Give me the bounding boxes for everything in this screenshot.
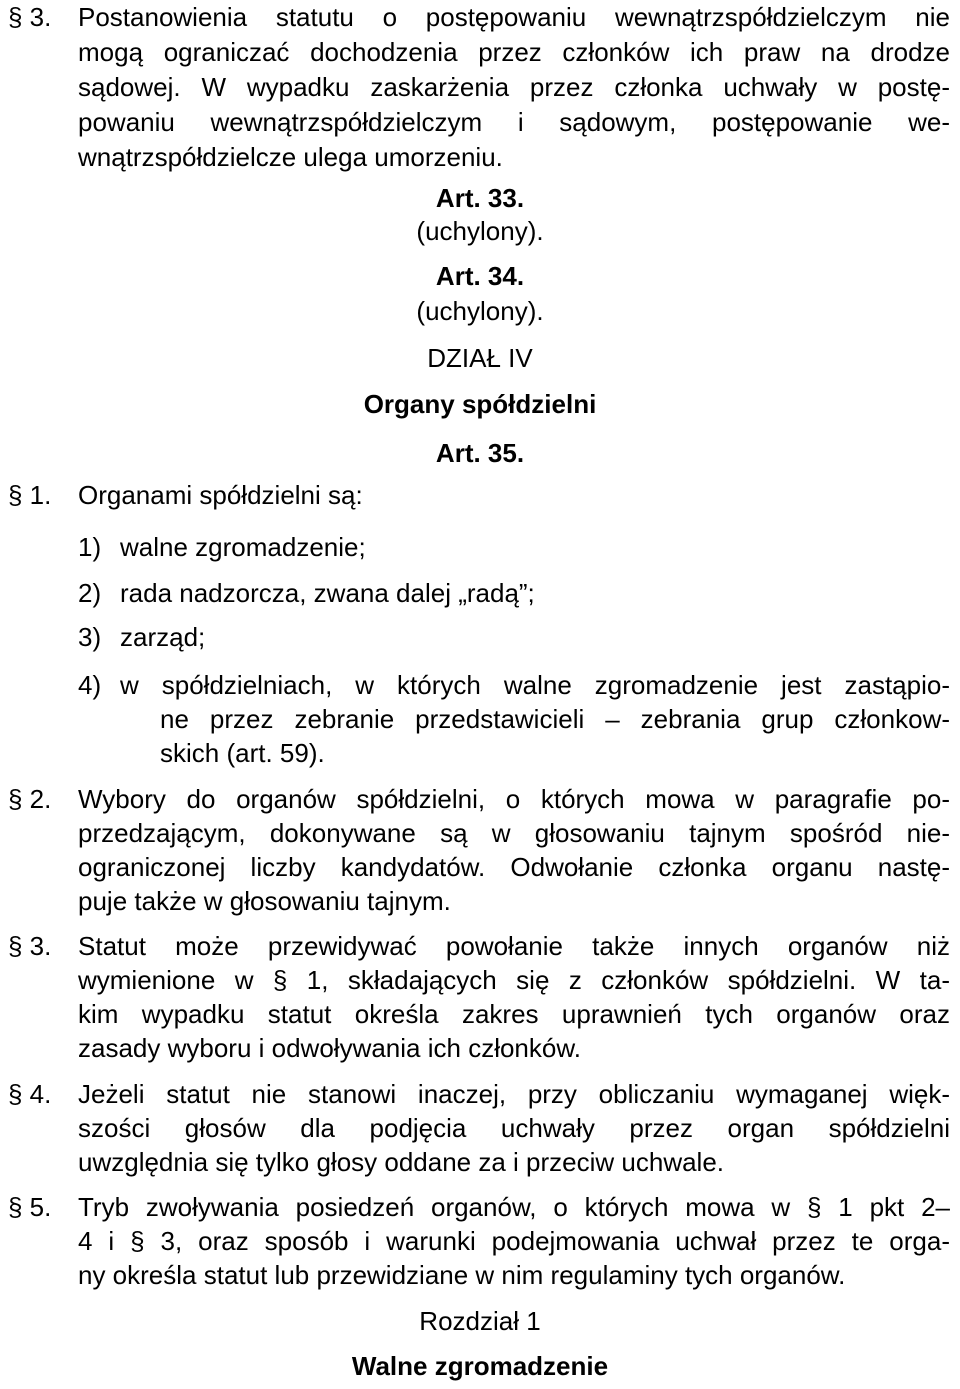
paragraph-line: Statut może przewidywać powołanie także innych organów niż [78, 931, 950, 961]
paragraph-line: puje także w głosowaniu tajnym. [78, 886, 451, 916]
paragraph-line: szości głosów dla podjęcia uchwały przez organ spółdzielni [78, 1113, 950, 1143]
paragraph-number: § 1. [8, 480, 52, 510]
list-item-number: 4) [78, 670, 102, 700]
article-note: (uchylony). [416, 216, 544, 246]
paragraph-line: kim wypadku statut określa zakres uprawnień tych organów oraz [78, 999, 950, 1029]
article-title: Art. 35. [435, 438, 525, 468]
paragraph-line: powaniu wewnątrzspółdzielczym i sądowym, postępowanie we- [78, 107, 950, 137]
paragraph-number: § 3. [8, 2, 52, 32]
chapter-label: Rozdział 1 [419, 1306, 541, 1336]
paragraph-line: zasady wyboru i odwoływania ich członków. [78, 1033, 581, 1063]
paragraph-line: Jeżeli statut nie stanowi inaczej, przy obliczaniu wymaganej więk- [78, 1079, 950, 1109]
paragraph-line: wnątrzspółdzielcze ulega umorzeniu. [78, 142, 503, 172]
article-note: (uchylony). [416, 296, 544, 326]
paragraph-line: przedzającym, dokonywane są w głosowaniu tajnym spośród nie- [78, 818, 950, 848]
division-title: Organy spółdzielni [363, 389, 597, 419]
list-item-number: 1) [78, 532, 102, 562]
paragraph-number: § 2. [8, 784, 52, 814]
paragraph-line: Postanowienia statutu o postępowaniu wewnątrzspółdzielczym nie [78, 2, 950, 32]
paragraph-line: wymienione w § 1, składających się z członków spółdzielni. W ta- [78, 965, 950, 995]
paragraph-line: Tryb zwoływania posiedzeń organów, o których mowa w § 1 pkt 2– [78, 1192, 950, 1222]
division-label: DZIAŁ IV [427, 343, 533, 373]
list-item-text: walne zgromadzenie; [120, 532, 366, 562]
list-item-text: zarząd; [120, 622, 206, 652]
list-item-number: 2) [78, 578, 102, 608]
list-item-text: ne przez zebranie przedstawicieli – zebrania grup członkow- [160, 704, 950, 734]
list-item-text: skich (art. 59). [160, 738, 325, 768]
paragraph-number: § 4. [8, 1079, 52, 1109]
chapter-title: Walne zgromadzenie [351, 1351, 609, 1381]
list-item-text: rada nadzorcza, zwana dalej „radą”; [120, 578, 535, 608]
paragraph-intro: Organami spółdzielni są: [78, 480, 363, 510]
paragraph-line: 4 i § 3, oraz sposób i warunki podejmowania uchwał przez te orga- [78, 1226, 950, 1256]
list-item-number: 3) [78, 622, 102, 652]
paragraph-line: mogą ograniczać dochodzenia przez członków ich praw na drodze [78, 37, 950, 67]
paragraph-number: § 5. [8, 1192, 52, 1222]
paragraph-line: uwzględnia się tylko głosy oddane za i przeciw uchwale. [78, 1147, 725, 1177]
paragraph-line: Wybory do organów spółdzielni, o których mowa w paragrafie po- [78, 784, 950, 814]
list-item-text: w spółdzielniach, w których walne zgromadzenie jest zastąpio- [120, 670, 950, 700]
paragraph-line: sądowej. W wypadku zaskarżenia przez członka uchwały w postę- [78, 72, 950, 102]
article-title: Art. 33. [435, 183, 525, 213]
article-title: Art. 34. [435, 261, 525, 291]
paragraph-number: § 3. [8, 931, 52, 961]
paragraph-line: ograniczonej liczby kandydatów. Odwołanie członka organu nastę- [78, 852, 950, 882]
paragraph-line: ny określa statut lub przewidziane w nim regulaminy tych organów. [78, 1260, 846, 1290]
